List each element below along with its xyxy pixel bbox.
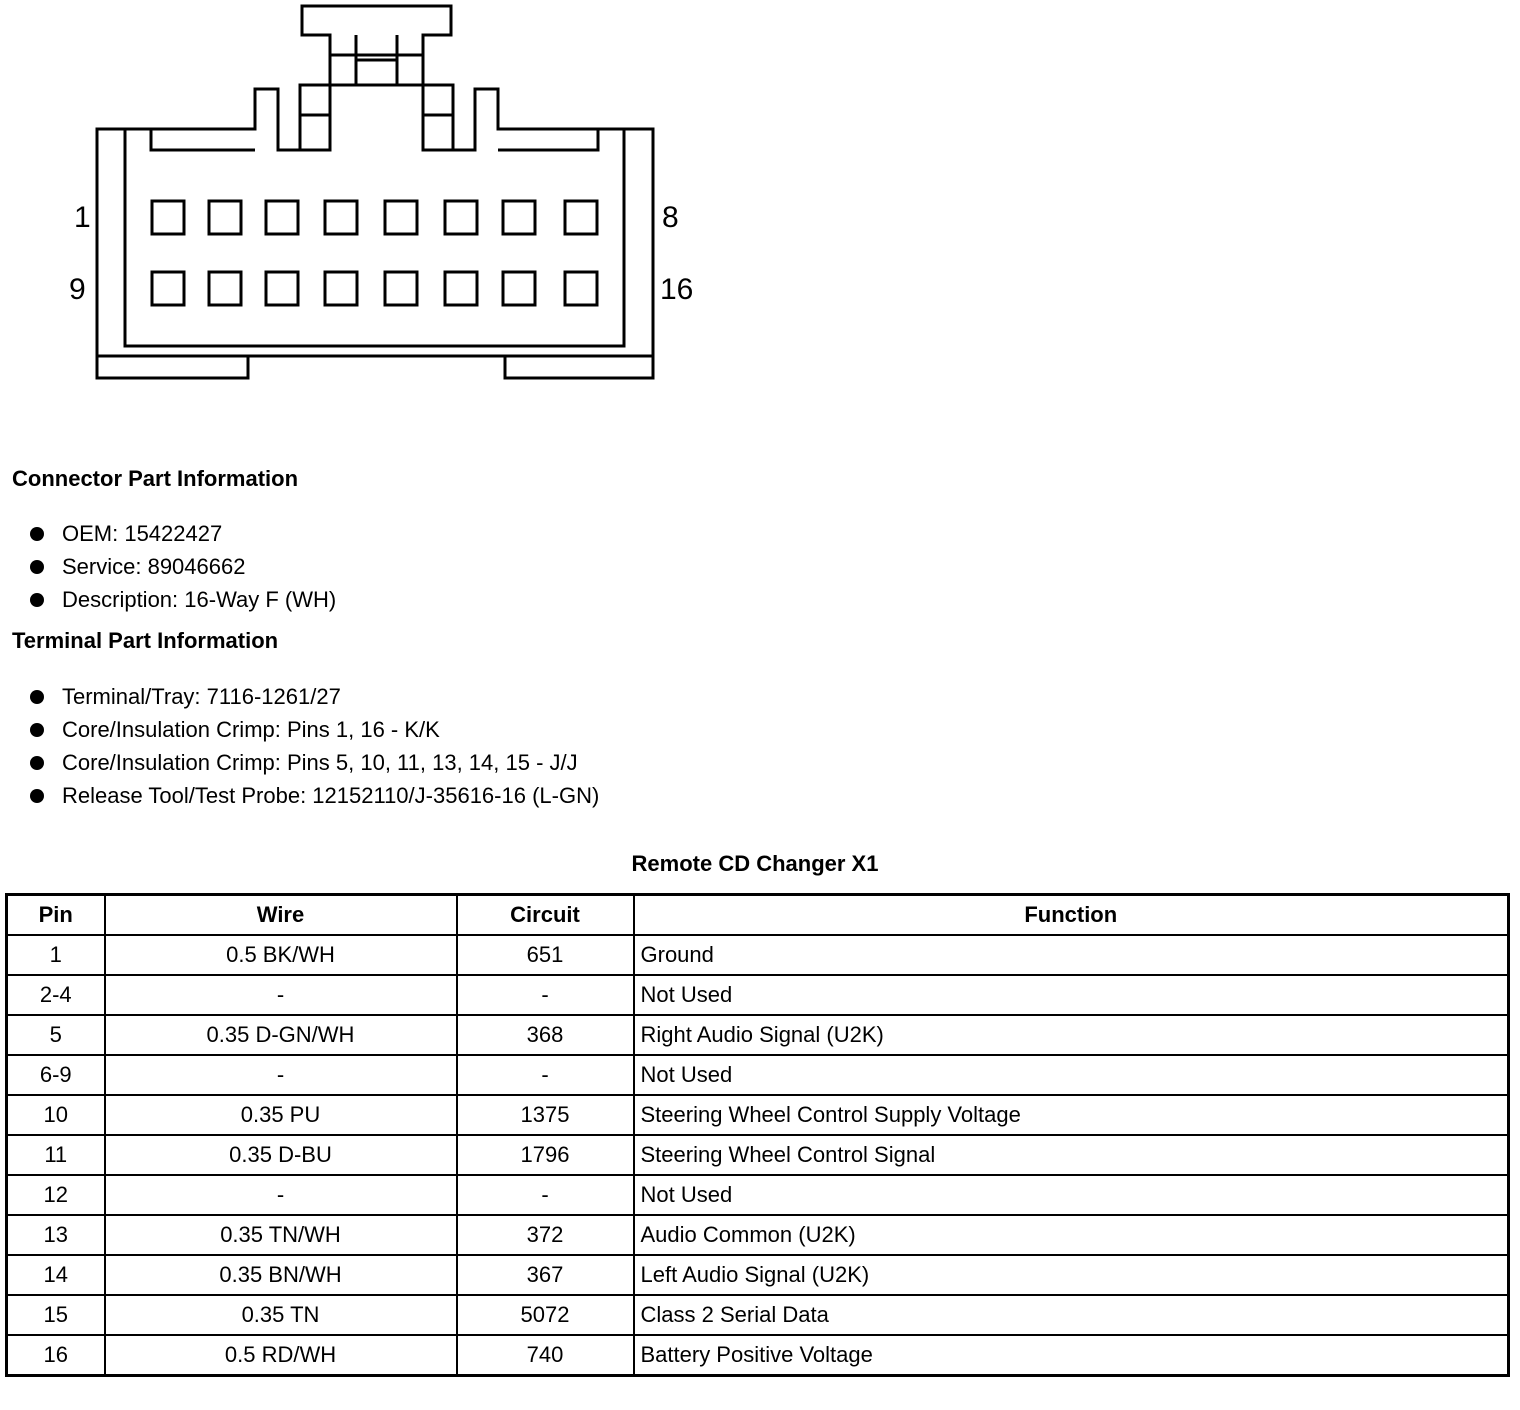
cavity-5 xyxy=(385,201,417,234)
list-item: Terminal/Tray: 7116-1261/27 xyxy=(0,680,599,713)
list-item: Core/Insulation Crimp: Pins 5, 10, 11, 13, 14, 15 - J/J xyxy=(0,746,599,779)
table-caption: Remote CD Changer X1 xyxy=(631,851,879,876)
cell-circuit: 372 xyxy=(457,1215,634,1255)
bullet-icon xyxy=(30,690,44,704)
terminal-part-info-list xyxy=(0,680,599,812)
list-item: Service: 89046662 xyxy=(0,550,336,583)
cavity-1 xyxy=(152,201,184,234)
cell-circuit: 1375 xyxy=(457,1095,634,1135)
header-function: Function xyxy=(634,895,1509,936)
connector-latch-detail xyxy=(330,35,423,85)
table-row xyxy=(7,975,1509,1015)
cell-pin: 1 xyxy=(7,935,105,975)
connector-face-diagram xyxy=(0,0,720,400)
table-row xyxy=(7,1295,1509,1335)
bullet-icon xyxy=(30,560,44,574)
cell-wire: - xyxy=(105,1055,457,1095)
cavity-16 xyxy=(565,272,597,305)
cell-circuit: 1796 xyxy=(457,1135,634,1175)
bullet-icon xyxy=(30,723,44,737)
cell-function: Right Audio Signal (U2K) xyxy=(634,1015,1509,1055)
cavity-label-1: 1 xyxy=(74,201,91,234)
table-row xyxy=(7,1335,1509,1376)
table-row xyxy=(7,1175,1509,1215)
cell-wire: 0.35 PU xyxy=(105,1095,457,1135)
table-header-row xyxy=(7,895,1509,936)
cavity-label-16: 16 xyxy=(660,273,694,306)
table-row xyxy=(7,1055,1509,1095)
cell-circuit: 367 xyxy=(457,1255,634,1295)
cavity-2 xyxy=(209,201,241,234)
cavity-14 xyxy=(445,272,477,305)
cell-function: Battery Positive Voltage xyxy=(634,1335,1509,1376)
cell-circuit: - xyxy=(457,975,634,1015)
cell-wire: 0.35 TN/WH xyxy=(105,1215,457,1255)
table-row xyxy=(7,935,1509,975)
cavity-label-9: 9 xyxy=(69,273,86,306)
cell-function: Class 2 Serial Data xyxy=(634,1295,1509,1335)
cell-pin: 2-4 xyxy=(7,975,105,1015)
connector-part-info-list xyxy=(0,517,336,616)
bullet-icon xyxy=(30,527,44,541)
table-row xyxy=(7,1215,1509,1255)
table-row xyxy=(7,1135,1509,1175)
cell-circuit: - xyxy=(457,1055,634,1095)
cell-function: Steering Wheel Control Signal xyxy=(634,1135,1509,1175)
cell-function: Ground xyxy=(634,935,1509,975)
cavity-10 xyxy=(209,272,241,305)
cell-pin: 12 xyxy=(7,1175,105,1215)
cell-function: Not Used xyxy=(634,975,1509,1015)
cell-pin: 10 xyxy=(7,1095,105,1135)
header-pin: Pin xyxy=(7,895,105,936)
cell-pin: 11 xyxy=(7,1135,105,1175)
list-item: OEM: 15422427 xyxy=(0,517,336,550)
cell-pin: 14 xyxy=(7,1255,105,1295)
cavity-8 xyxy=(565,201,597,234)
connector-housing-outline xyxy=(97,6,653,378)
cell-wire: 0.35 D-GN/WH xyxy=(105,1015,457,1055)
cavity-9 xyxy=(152,272,184,305)
cell-wire: - xyxy=(105,975,457,1015)
cavity-label-8: 8 xyxy=(662,201,679,234)
bullet-icon xyxy=(30,789,44,803)
cell-pin: 16 xyxy=(7,1335,105,1376)
cell-wire: 0.5 BK/WH xyxy=(105,935,457,975)
pinout-table xyxy=(5,893,1510,1377)
cell-circuit: 740 xyxy=(457,1335,634,1376)
cell-pin: 15 xyxy=(7,1295,105,1335)
table-row xyxy=(7,1015,1509,1055)
connector-inner-frame xyxy=(125,129,624,346)
cavity-15 xyxy=(503,272,535,305)
cavity-12 xyxy=(325,272,357,305)
cell-wire: 0.5 RD/WH xyxy=(105,1335,457,1376)
list-item: Description: 16-Way F (WH) xyxy=(0,583,336,616)
header-circuit: Circuit xyxy=(457,895,634,936)
cavity-7 xyxy=(503,201,535,234)
cell-function: Audio Common (U2K) xyxy=(634,1215,1509,1255)
cavity-4 xyxy=(325,201,357,234)
cavity-13 xyxy=(385,272,417,305)
cell-wire: 0.35 D-BU xyxy=(105,1135,457,1175)
cavity-6 xyxy=(445,201,477,234)
cavity-11 xyxy=(266,272,298,305)
bullet-icon xyxy=(30,593,44,607)
list-item: Release Tool/Test Probe: 12152110/J-35616-16 (L-GN) xyxy=(0,779,599,812)
cell-function: Not Used xyxy=(634,1175,1509,1215)
cavity-3 xyxy=(266,201,298,234)
header-wire: Wire xyxy=(105,895,457,936)
cell-pin: 6-9 xyxy=(7,1055,105,1095)
table-row xyxy=(7,1255,1509,1295)
cell-wire: 0.35 TN xyxy=(105,1295,457,1335)
cell-circuit: - xyxy=(457,1175,634,1215)
cell-circuit: 651 xyxy=(457,935,634,975)
cell-wire: - xyxy=(105,1175,457,1215)
cell-function: Not Used xyxy=(634,1055,1509,1095)
terminal-part-info-heading: Terminal Part Information xyxy=(12,628,279,653)
list-item: Core/Insulation Crimp: Pins 1, 16 - K/K xyxy=(0,713,599,746)
cell-function: Steering Wheel Control Supply Voltage xyxy=(634,1095,1509,1135)
table-row xyxy=(7,1095,1509,1135)
bullet-icon xyxy=(30,756,44,770)
cell-circuit: 5072 xyxy=(457,1295,634,1335)
cell-pin: 13 xyxy=(7,1215,105,1255)
cell-circuit: 368 xyxy=(457,1015,634,1055)
cell-wire: 0.35 BN/WH xyxy=(105,1255,457,1295)
connector-part-info-heading: Connector Part Information xyxy=(12,466,299,491)
cell-function: Left Audio Signal (U2K) xyxy=(634,1255,1509,1295)
cell-pin: 5 xyxy=(7,1015,105,1055)
